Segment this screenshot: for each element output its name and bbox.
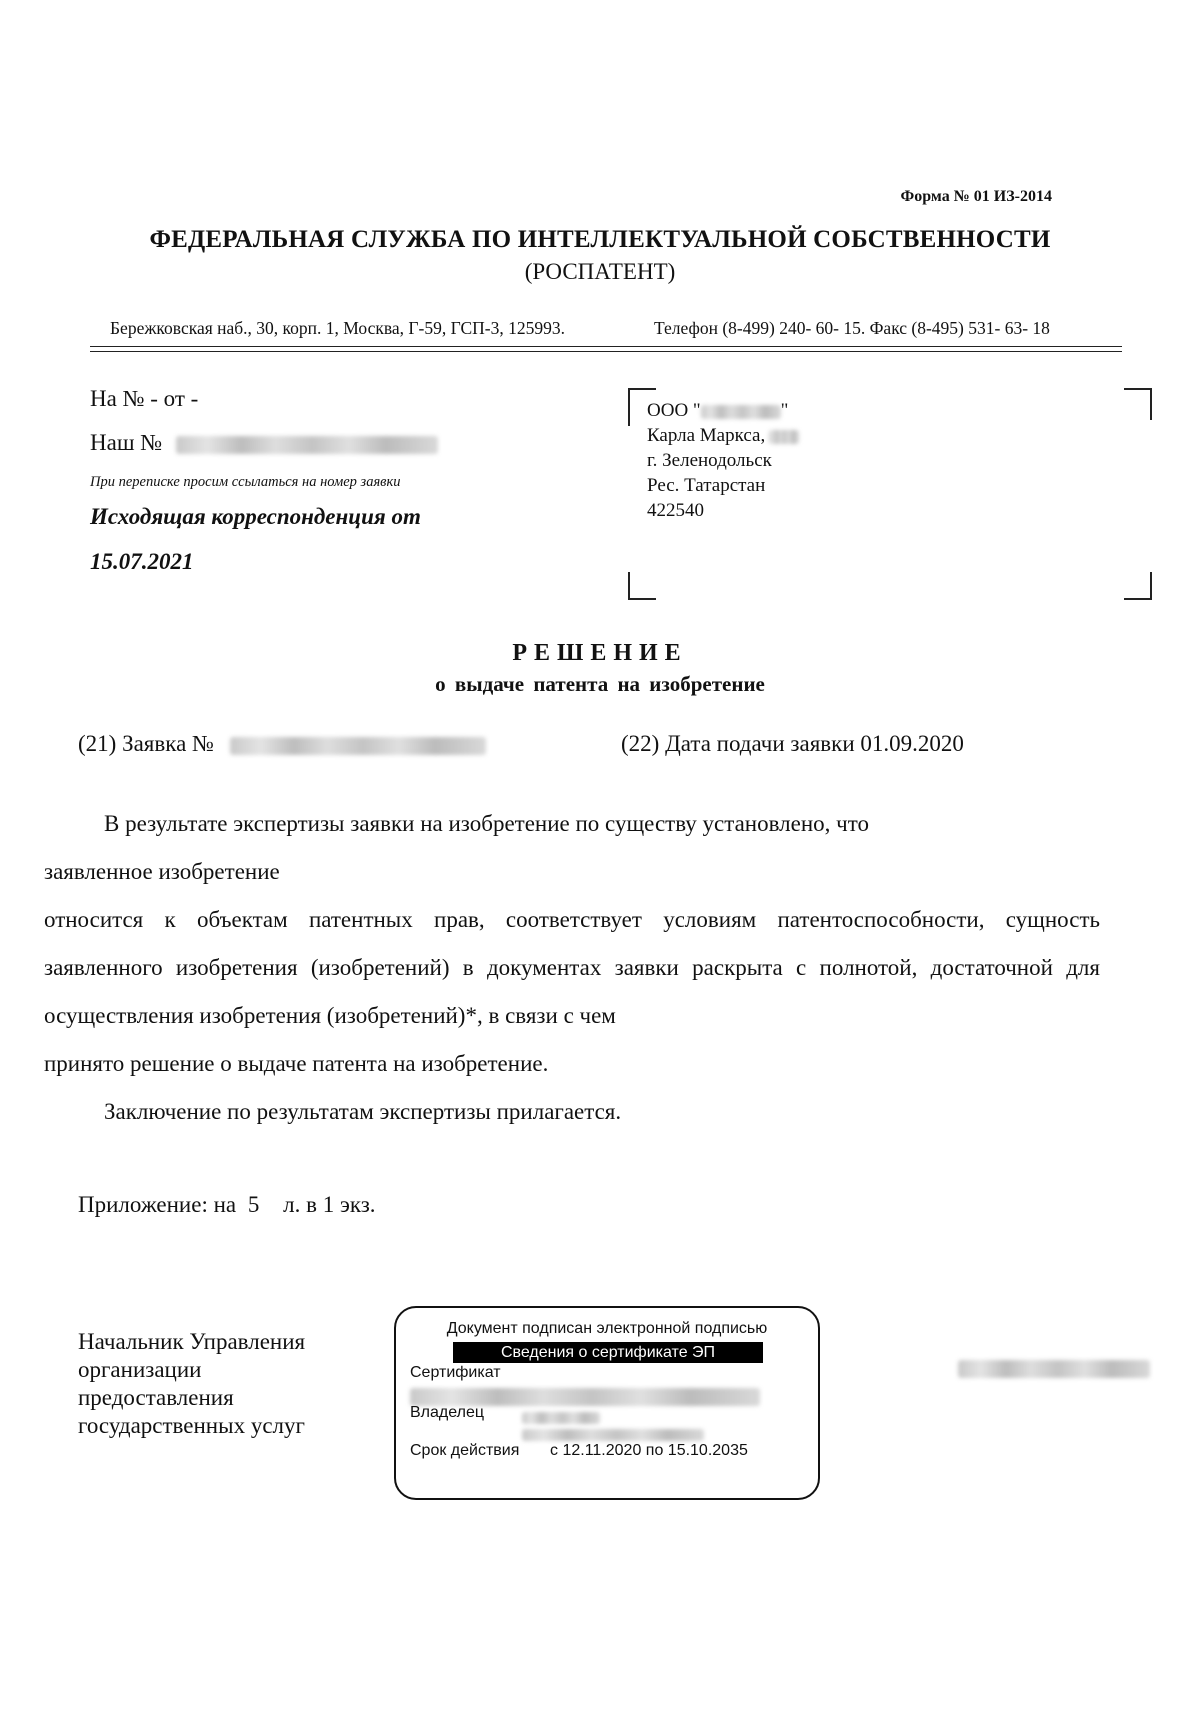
application-label: (21) Заявка № bbox=[78, 731, 214, 756]
redacted-owner bbox=[522, 1429, 704, 1441]
redacted-application-number bbox=[230, 737, 486, 755]
certificate-label: Сертификат bbox=[410, 1364, 501, 1381]
attachment-prefix: Приложение: на bbox=[78, 1192, 237, 1217]
e-signature-stamp bbox=[394, 1306, 820, 1500]
your-number: На № - от - bbox=[90, 386, 199, 411]
redacted-house bbox=[769, 430, 799, 444]
agency-contacts: Телефон (8-499) 240- 60- 15. Факс (8-495) 531- 63- 18 bbox=[654, 318, 1050, 338]
position-line: Начальник Управления bbox=[78, 1329, 306, 1354]
attachment-sheets: 5 bbox=[247, 1192, 260, 1217]
recipient-street-text: Карла Маркса, bbox=[647, 425, 766, 446]
certificate-info-bar: Сведения о сертификате ЭП bbox=[453, 1342, 763, 1363]
filing-date: (22) Дата подачи заявки 01.09.2020 bbox=[621, 731, 964, 756]
decision-subtitle: о выдаче патента на изобретение bbox=[435, 672, 765, 696]
body-paragraph: принято решение о выдаче патента на изобретение. bbox=[44, 1051, 549, 1076]
application-number bbox=[78, 731, 486, 757]
decision-body bbox=[44, 800, 1100, 1136]
agency-subtitle: (РОСПАТЕНТ) bbox=[524, 259, 676, 284]
outgoing-date: 15.07.2021 bbox=[90, 549, 194, 574]
address-corner-top-right bbox=[1124, 388, 1152, 420]
recipient-region: Рес. Татарстан bbox=[647, 475, 766, 496]
position-line: организации bbox=[78, 1357, 202, 1382]
validity-value: с 12.11.2020 по 15.10.2035 bbox=[550, 1442, 748, 1459]
position-line: предоставления bbox=[78, 1385, 234, 1410]
body-paragraph: заявленное изобретение bbox=[44, 859, 280, 884]
position-line: государственных услуг bbox=[78, 1413, 305, 1438]
agency-title: ФЕДЕРАЛЬНАЯ СЛУЖБА ПО ИНТЕЛЛЕКТУАЛЬНОЙ СОБСТВЕННОСТИ bbox=[149, 226, 1051, 253]
recipient-postcode: 422540 bbox=[647, 500, 704, 521]
recipient-company-prefix: ООО " bbox=[647, 400, 701, 421]
address-corner-bottom-right bbox=[1124, 572, 1152, 600]
address-corner-bottom-left bbox=[628, 572, 656, 600]
attachment-suffix: л. в 1 экз. bbox=[283, 1192, 376, 1217]
redacted-owner bbox=[522, 1412, 600, 1424]
signatory-position bbox=[78, 1328, 305, 1440]
decision-title: РЕШЕНИЕ bbox=[512, 640, 688, 666]
our-number bbox=[90, 430, 438, 456]
body-paragraph: В результате экспертизы заявки на изобретение по существу установлено, что bbox=[104, 811, 869, 836]
owner-label: Владелец bbox=[410, 1404, 485, 1421]
validity-label: Срок действия bbox=[410, 1442, 520, 1459]
agency-address: Бережковская наб., 30, корп. 1, Москва, Г-59, ГСП-3, 125993. bbox=[110, 318, 566, 338]
recipient-city: г. Зеленодольск bbox=[647, 450, 772, 471]
header-rule bbox=[90, 351, 1122, 352]
attachment-line bbox=[78, 1192, 376, 1218]
recipient-company-suffix: " bbox=[780, 400, 789, 421]
redacted-signer-name bbox=[958, 1360, 1150, 1378]
body-paragraph: Заключение по результатам экспертизы прилагается. bbox=[104, 1099, 622, 1124]
correspondence-note: При переписке просим ссылаться на номер заявки bbox=[90, 474, 401, 490]
signature-header: Документ подписан электронной подписью bbox=[446, 1320, 768, 1337]
outgoing-label: Исходящая корреспонденция от bbox=[90, 504, 421, 529]
redacted-number bbox=[176, 436, 438, 454]
body-paragraph: относится к объектам патентных прав, соответствует условиям патентоспособности, сущность заявленного изобретения (изобретений) в документах заявки раскрыта с полнотой, достаточной для осуществления изобретения (изобретений)*, в связи с чем bbox=[44, 907, 1100, 1028]
our-number-label: Наш № bbox=[90, 430, 163, 455]
recipient-street bbox=[647, 423, 799, 448]
header-rule bbox=[90, 346, 1122, 347]
redacted-company bbox=[701, 405, 781, 419]
form-number: Форма № 01 ИЗ-2014 bbox=[900, 188, 1052, 205]
recipient-company bbox=[647, 398, 788, 423]
